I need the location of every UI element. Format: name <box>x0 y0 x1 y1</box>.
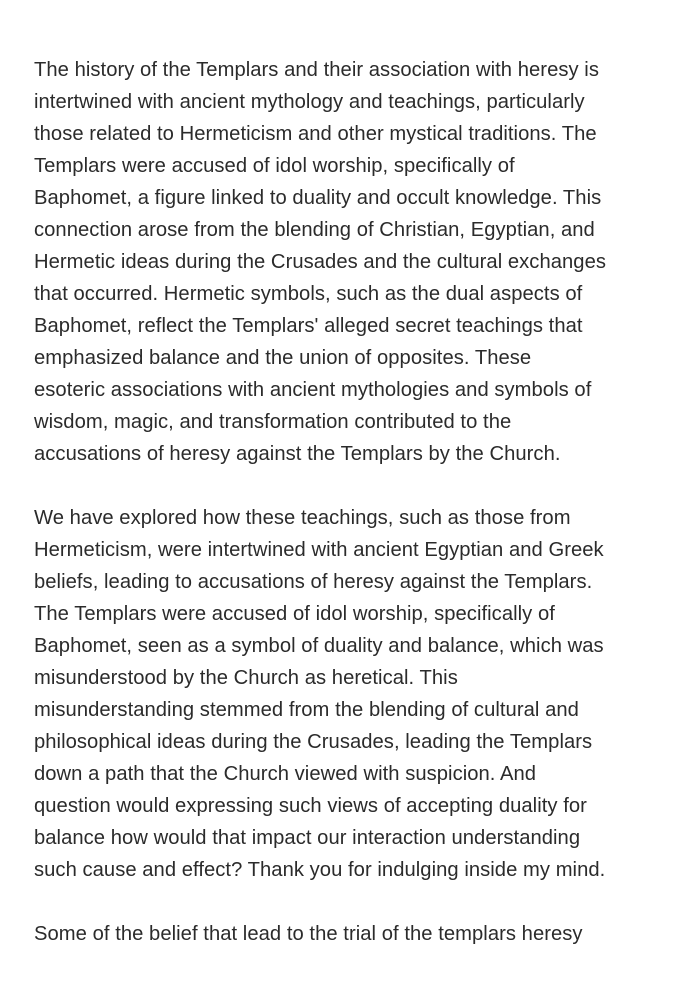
paragraph-2 <box>34 502 674 886</box>
text-line: Some of the belief that lead to the trial of the templars heresy <box>34 923 583 945</box>
text-line: intertwined with ancient mythology and teachings, particularly <box>34 91 585 113</box>
text-line: The Templars were accused of idol worship, specifically of <box>34 603 555 625</box>
text-line: Hermeticism, were intertwined with ancient Egyptian and Greek <box>34 539 604 561</box>
text-line: emphasized balance and the union of opposites. These <box>34 347 532 369</box>
text-line: connection arose from the blending of Christian, Egyptian, and <box>34 219 595 241</box>
text-line: down a path that the Church viewed with suspicion. And <box>34 763 537 785</box>
text-line: The history of the Templars and their association with heresy is <box>34 59 599 81</box>
text-line: wisdom, magic, and transformation contributed to the <box>34 411 512 433</box>
text-line: Hermetic ideas during the Crusades and the cultural exchanges <box>34 251 606 273</box>
text-line: those related to Hermeticism and other mystical traditions. The <box>34 123 597 145</box>
text-line: such cause and effect? Thank you for indulging inside my mind. <box>34 859 606 881</box>
paragraph-1 <box>34 54 674 470</box>
text-line: philosophical ideas during the Crusades, leading the Templars <box>34 731 593 753</box>
text-line: Baphomet, seen as a symbol of duality and balance, which was <box>34 635 604 657</box>
text-line: Baphomet, reflect the Templars' alleged secret teachings that <box>34 315 583 337</box>
paragraph-3 <box>34 918 674 950</box>
text-line: accusations of heresy against the Templars by the Church. <box>34 443 561 465</box>
message-body <box>34 54 674 982</box>
text-line: misunderstood by the Church as heretical. This <box>34 667 458 689</box>
text-line: Baphomet, a figure linked to duality and occult knowledge. This <box>34 187 602 209</box>
text-line: balance how would that impact our interaction understanding <box>34 827 581 849</box>
text-line: Templars were accused of idol worship, specifically of <box>34 155 515 177</box>
text-line: esoteric associations with ancient mythologies and symbols of <box>34 379 592 401</box>
text-line: beliefs, leading to accusations of heresy against the Templars. <box>34 571 593 593</box>
text-line: that occurred. Hermetic symbols, such as the dual aspects of <box>34 283 583 305</box>
text-line: question would expressing such views of accepting duality for <box>34 795 587 817</box>
text-line: misunderstanding stemmed from the blending of cultural and <box>34 699 579 721</box>
text-line: We have explored how these teachings, such as those from <box>34 507 571 529</box>
